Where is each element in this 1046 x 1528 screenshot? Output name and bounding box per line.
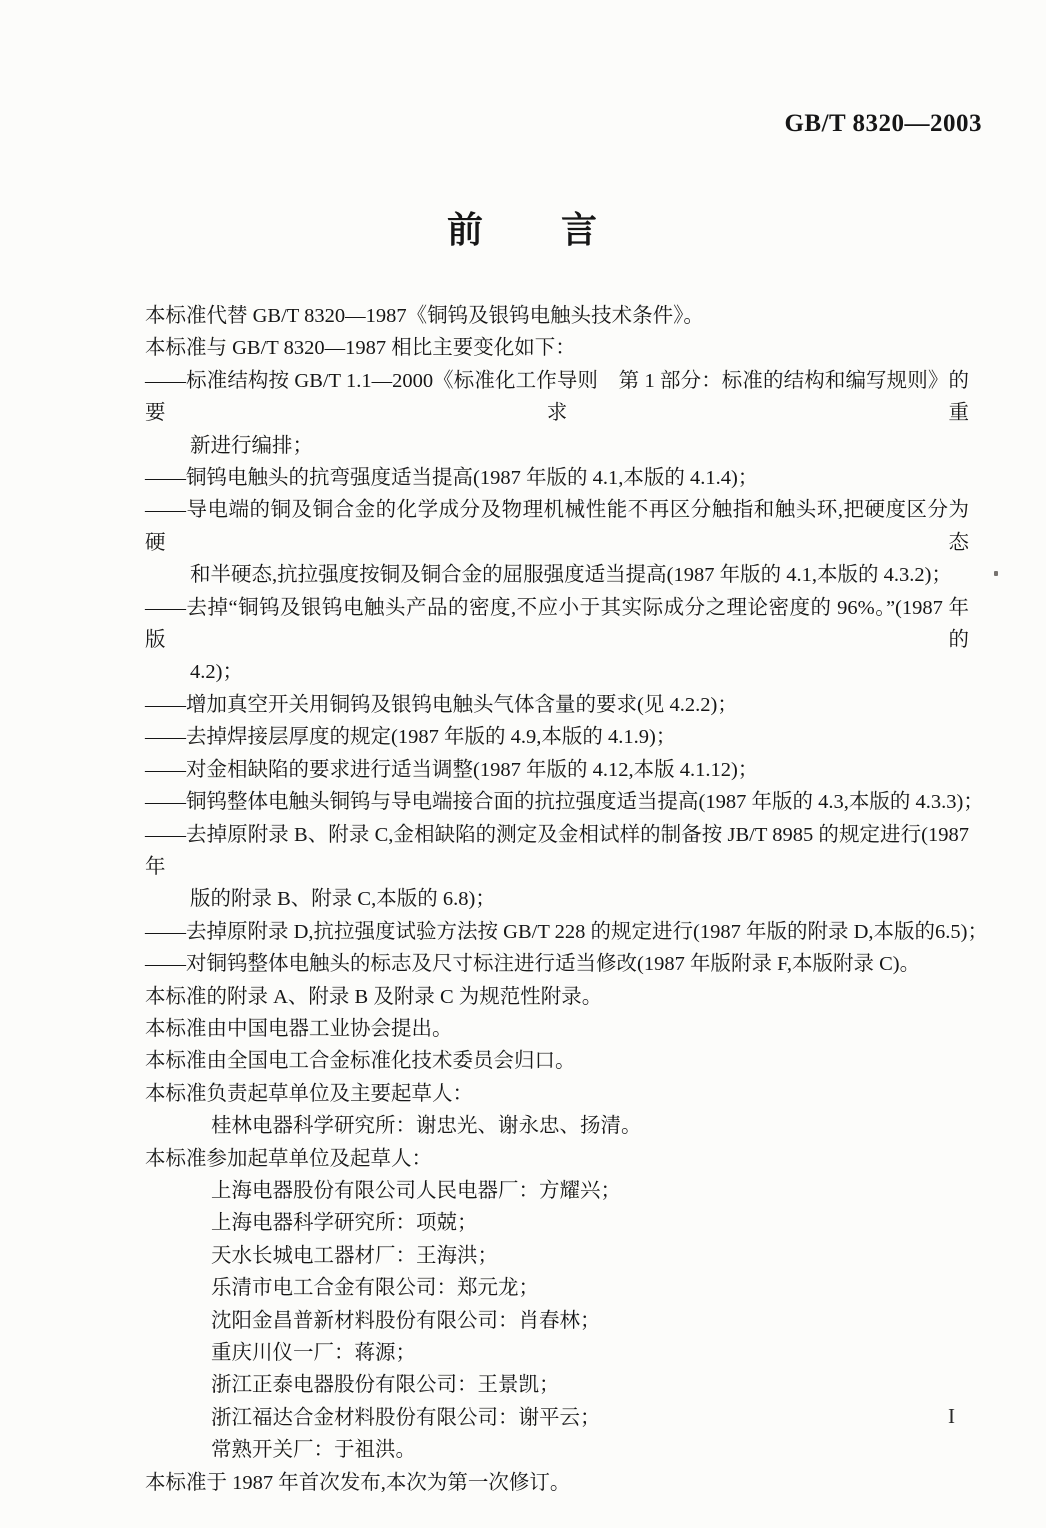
text-line: ——对铜钨整体电触头的标志及尺寸标注进行适当修改(1987 年版附录 F,本版附录 C)。 (145, 953, 921, 976)
page-number: I (948, 1404, 955, 1428)
text-line: 本标准由中国电器工业协会提出。 (145, 1017, 453, 1040)
text-line: 本标准与 GB/T 8320—1987 相比主要变化如下： (145, 337, 576, 360)
text-line: 天水长城电工器材厂：王海洪； (211, 1244, 498, 1267)
text-line: 浙江福达合金材料股份有限公司：谢平云； (211, 1406, 601, 1429)
text-line: ——导电端的铜及铜合金的化学成分及物理机械性能不再区分触指和触头环,把硬度区分为硬态 (145, 499, 969, 554)
text-line: 4.2)； (190, 661, 243, 684)
body-lines (145, 300, 988, 1499)
text-line: 浙江正泰电器股份有限公司：王景凯； (211, 1374, 560, 1397)
text-line: ——增加真空开关用铜钨及银钨电触头气体含量的要求(见 4.2.2)； (145, 693, 738, 716)
standard-number: GB/T 8320—2003 (784, 110, 982, 137)
text-line: 本标准参加起草单位及起草人： (145, 1147, 432, 1170)
scan-artifact (994, 571, 998, 576)
text-line: 沈阳金昌普新材料股份有限公司：肖春林； (211, 1309, 601, 1332)
text-line: 乐清市电工合金有限公司：郑元龙； (211, 1277, 539, 1300)
text-line: ——铜钨电触头的抗弯强度适当提高(1987 年版的 4.1,本版的 4.1.4)； (145, 467, 759, 490)
text-line: 重庆川仪一厂：蒋源； (211, 1342, 416, 1364)
text-line: ——去掉原附录 D,抗拉强度试验方法按 GB/T 228 的规定进行(1987 年版的附录 D,本版的6.5)； (145, 920, 988, 943)
text-line: ——去掉“铜钨及银钨电触头产品的密度,不应小于其实际成分之理论密度的 96%。”(1987 年版的 (145, 596, 969, 652)
text-line: ——去掉原附录 B、附录 C,金相缺陷的测定及金相试样的制备按 JB/T 8985 的规定进行(1987 年 (145, 823, 969, 878)
text-line: 本标准的附录 A、附录 B 及附录 C 为规范性附录。 (145, 985, 603, 1008)
text-line: ——去掉焊接层厚度的规定(1987 年版的 4.9,本版的 4.1.9)； (145, 726, 677, 749)
text-line: 新进行编排； (190, 434, 313, 457)
text-line: ——铜钨整体电触头铜钨与导电端接合面的抗拉强度适当提高(1987 年版的 4.3,本版的 4.3.3)； (145, 791, 984, 814)
page-title: 前 言 (446, 210, 599, 250)
text-line: ——标准结构按 GB/T 1.1—2000《标准化工作导则 第 1 部分：标准的结构和编写规则》的要求重 (145, 369, 969, 425)
text-line: 本标准于 1987 年首次发布,本次为第一次修订。 (145, 1471, 571, 1494)
text-line: 本标准代替 GB/T 8320—1987《铜钨及银钨电触头技术条件》。 (145, 305, 704, 327)
text-line: 本标准由全国电工合金标准化技术委员会归口。 (145, 1050, 576, 1073)
text-line: 本标准负责起草单位及主要起草人： (145, 1082, 473, 1105)
text-line: 桂林电器科学研究所：谢忠光、谢永忠、扬清。 (211, 1115, 642, 1138)
text-line: 常熟开关厂：于祖洪。 (211, 1439, 416, 1462)
text-line: 和半硬态,抗拉强度按铜及铜合金的屈服强度适当提高(1987 年版的 4.1,本版的 4.3.2)； (190, 564, 952, 587)
text-line: 版的附录 B、附录 C,本版的 6.8)； (190, 888, 496, 911)
text-line: 上海电器股份有限公司人民电器厂：方耀兴； (211, 1179, 621, 1202)
text-line: 上海电器科学研究所：项兢； (211, 1212, 478, 1235)
text-line: ——对金相缺陷的要求进行适当调整(1987 年版的 4.12,本版 4.1.12)； (145, 758, 759, 781)
